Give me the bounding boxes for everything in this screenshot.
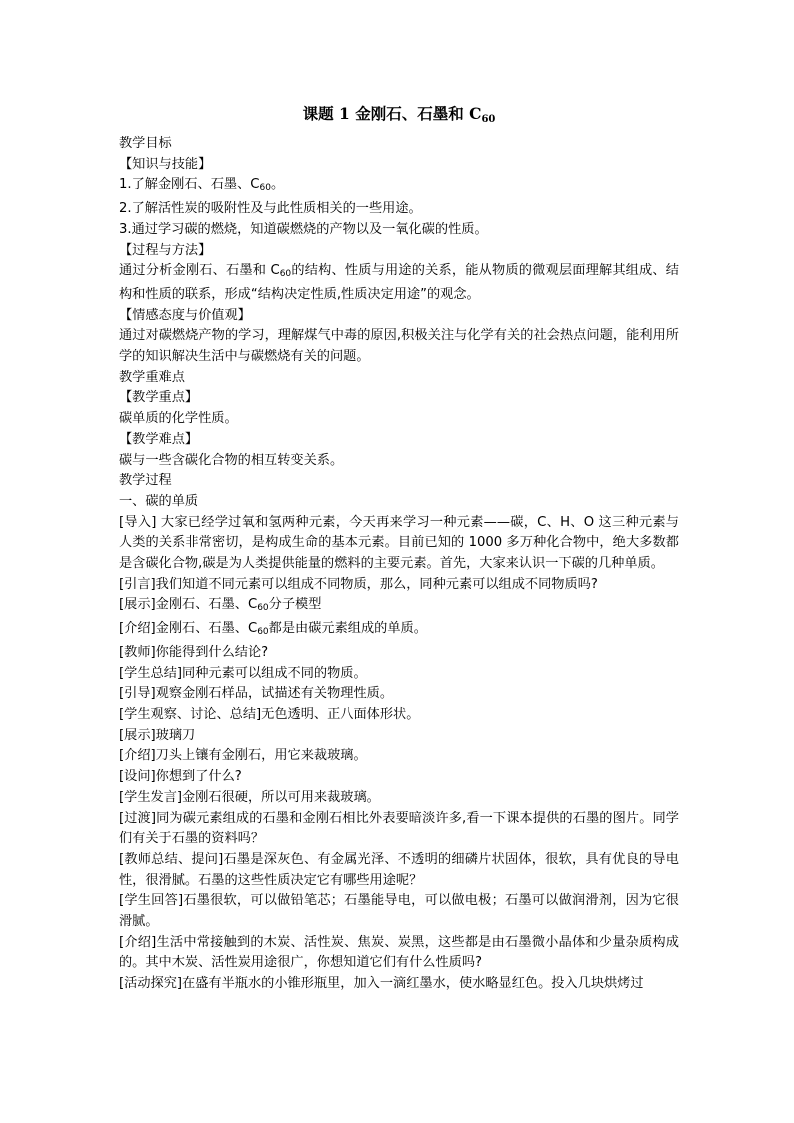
paragraph-preface: [引言]我们知道不同元素可以组成不同物质，那么，同种元素可以组成不同物质吗? bbox=[119, 576, 598, 592]
paragraph-student-speak: [学生发言]金刚石很硬，所以可用来裁玻璃。 bbox=[119, 789, 380, 805]
paragraph-teacher-question: [教师]你能得到什么结论? bbox=[119, 644, 269, 660]
paragraph-process-methods-text-a: 通过分析金刚石、石墨和 C bbox=[119, 263, 280, 279]
goal-item-2: 2.了解活性炭的吸附性及与此性质相关的一些用途。 bbox=[119, 201, 422, 217]
paragraph-introduce-charcoal: [介绍]生活中常接触到的木炭、活性炭、焦炭、炭黑，这些都是由石墨微小晶体和少量杂质构成的。其中木炭、活性炭用途很广，你想知道它们有什么性质吗? bbox=[119, 934, 679, 971]
section-heading-teaching-process: 教学过程 bbox=[119, 473, 172, 489]
teaching-difficulty-text: 碳与一些含碳化合物的相互转变关系。 bbox=[119, 452, 344, 468]
paragraph-student-summary: [学生总结]同种元素可以组成不同的物质。 bbox=[119, 665, 367, 681]
introduce-elements-subscript: 60 bbox=[257, 627, 269, 638]
subheading-teaching-difficulty: 【教学难点】 bbox=[119, 431, 199, 447]
paragraph-student-answer-graphite: [学生回答]石墨很软，可以做铅笔芯；石墨能导电，可以做电极；石墨可以做润滑剂，因为它很滑腻。 bbox=[119, 893, 679, 930]
subheading-knowledge-skills: 【知识与技能】 bbox=[119, 156, 212, 172]
lesson-title bbox=[119, 104, 679, 124]
display-models-text-b: 分子模型 bbox=[268, 597, 322, 613]
document-page bbox=[119, 104, 679, 995]
paragraph-display-glass-knife: [展示]玻璃刀 bbox=[119, 727, 196, 743]
paragraph-transition-graphite: [过渡]同为碳元素组成的石墨和金刚石相比外表要暗淡许多,看一下课本提供的石墨的图片。同学们有关于石墨的资料吗？ bbox=[119, 810, 679, 847]
goal-item-3: 3.通过学习碳的燃烧，知道碳燃烧的产物以及一氧化碳的性质。 bbox=[119, 221, 488, 237]
goal-item-1-text: 1.了解金刚石、石墨、C bbox=[119, 177, 260, 193]
paragraph-ask-thinking: [设问]你想到了什么? bbox=[119, 769, 242, 785]
goal-item-1-end: 。 bbox=[270, 177, 285, 193]
paragraph-process-methods-subscript: 60 bbox=[279, 269, 292, 280]
paragraph-introduce-elements bbox=[119, 619, 679, 643]
section-heading-carbon-elements: 一、碳的单质 bbox=[119, 493, 199, 509]
paragraph-attitudes-values: 通过对碳燃烧产物的学习，理解煤气中毒的原因,积极关注与化学有关的社会热点问题，能利用所学的知识解决生活中与碳燃烧有关的问题。 bbox=[119, 328, 679, 365]
section-heading-teaching-goals: 教学目标 bbox=[119, 136, 172, 151]
paragraph-guide-observe: [引导]观察金刚石样品，试描述有关物理性质。 bbox=[119, 686, 394, 702]
paragraph-introduction: [导入] 大家已经学过氧和氢两种元素，今天再来学习一种元素——碳，C、H、O 这三种元素与人类的关系非常密切，是构成生命的基本元素。目前已知的 1000 多万种化合物中，绝大多数都是含碳化合物,碳是为人类提供能量的燃料的主要元素。首先，大家来认识一下碳的几种单质。 bbox=[119, 514, 679, 572]
subheading-attitudes-values: 【情感态度与价值观】 bbox=[119, 307, 251, 323]
lesson-title-text: 课题 1 金刚石、石墨和 C bbox=[302, 104, 482, 123]
paragraph-display-models bbox=[119, 595, 679, 619]
display-models-text-a: [展示]金刚石、石墨、C bbox=[119, 597, 258, 613]
paragraph-teacher-summary-graphite: [教师总结、提问]石墨是深灰色、有金属光泽、不透明的细磷片状固体，很软，具有优良的导电性，很滑腻。石墨的这些性质决定它有哪些用途呢？ bbox=[119, 851, 679, 888]
goal-item-1 bbox=[119, 175, 679, 199]
subheading-teaching-focus: 【教学重点】 bbox=[119, 390, 199, 406]
paragraph-introduce-knife: [介绍]刀头上镶有金刚石，用它来裁玻璃。 bbox=[119, 748, 367, 764]
paragraph-process-methods bbox=[119, 261, 679, 305]
lesson-title-subscript: 60 bbox=[481, 114, 496, 125]
display-models-subscript: 60 bbox=[257, 603, 269, 614]
subheading-process-methods: 【过程与方法】 bbox=[119, 242, 212, 258]
teaching-focus-text: 碳单质的化学性质。 bbox=[119, 411, 238, 427]
paragraph-student-observe: [学生观察、讨论、总结]无色透明、正八面体形状。 bbox=[119, 706, 420, 722]
section-heading-key-points: 教学重难点 bbox=[119, 369, 185, 385]
introduce-elements-text-b: 都是由碳元素组成的单质。 bbox=[268, 621, 427, 637]
introduce-elements-text-a: [介绍]金刚石、石墨、C bbox=[119, 621, 258, 637]
paragraph-activity-explore: [活动探究]在盛有半瓶水的小锥形瓶里，加入一滴红墨水，使水略显红色。投入几块烘烤过 bbox=[119, 976, 644, 992]
goal-item-1-subscript: 60 bbox=[259, 183, 271, 194]
paragraph-process-methods-text-b: 的结构、性质与用途的关系，能从物质的微观层面理解其组成、结构和性质的联系，形成“结构决定性质,性质决定用途”的观念。 bbox=[119, 263, 679, 302]
